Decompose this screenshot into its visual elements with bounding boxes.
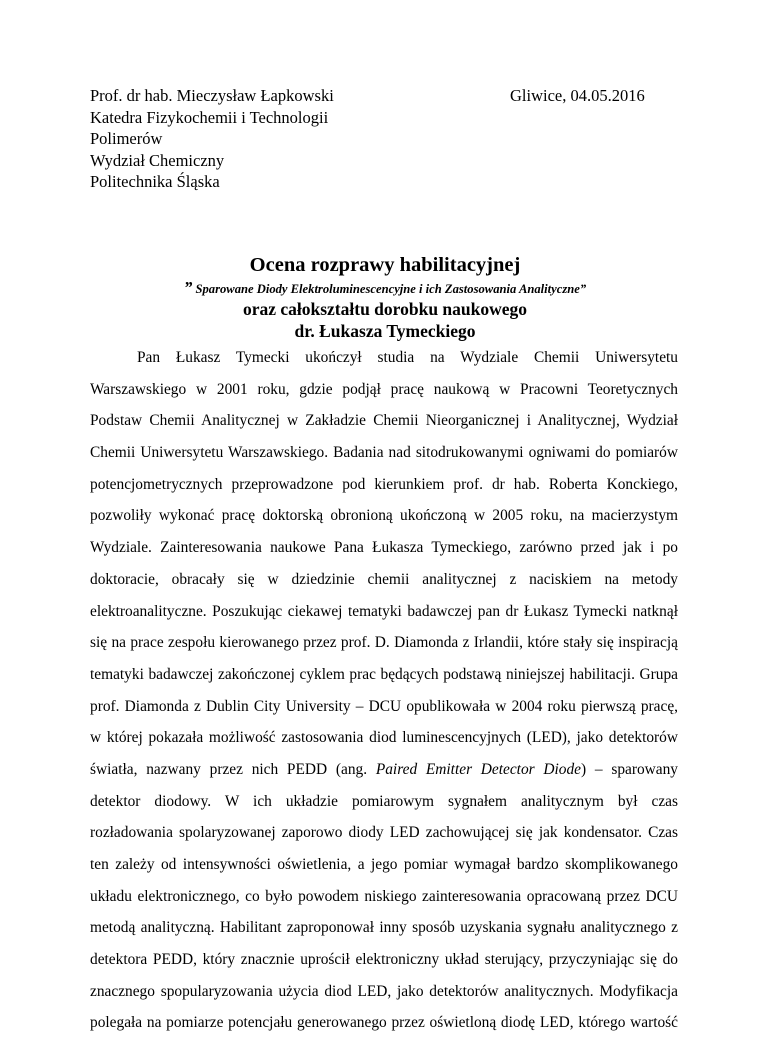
body-line-with-term xyxy=(90,754,678,786)
body-line: detektor diodowy. W ich układzie pomiarowym sygnałem analitycznym był czas xyxy=(90,792,678,810)
body-line: potencjometrycznych przeprowadzone pod kierunkiem prof. dr hab. Roberta Konckiego, xyxy=(90,475,678,493)
body-line: pozwoliły wykonać pracę doktorską obronioną ukończoną w 2005 roku, na macierzystym xyxy=(90,507,678,525)
title-block xyxy=(90,252,680,342)
author-department-cont: Polimerów xyxy=(90,129,163,148)
body-line-text: światła, nazwany przez nich PEDD (ang. xyxy=(90,760,376,778)
italic-term: Paired Emitter Detector Diode xyxy=(375,760,582,778)
open-quote: ” xyxy=(183,278,193,297)
body-line: prof. Diamonda z Dublin City University – DCU opublikowała w 2004 roku pierwszą pracę, xyxy=(90,697,678,715)
body-line: polegała na pomiarze potencjału generowanego przez oświetloną diodę LED, którego wartość xyxy=(90,1014,678,1032)
author-name: Prof. dr hab. Mieczysław Łapkowski xyxy=(90,86,334,105)
body-line: doktoracie, obracały się w dziedzinie chemii analitycznej z naciskiem na metody xyxy=(90,570,678,588)
body-line-text: ) – sparowany xyxy=(581,760,678,778)
body-line: Podstaw Chemii Analitycznej w Zakładzie Chemii Nieorganicznej i Analitycznej, Wydział xyxy=(90,412,678,430)
body-line: Pan Łukasz Tymecki ukończył studia na Wydziale Chemii Uniwersytetu xyxy=(137,349,678,366)
body-line: ten zależy od intensywności oświetlenia, a jego pomiar wymagał bardzo skomplikowanego xyxy=(90,856,678,873)
thesis-title xyxy=(90,279,680,298)
author-faculty: Wydział Chemiczny xyxy=(90,150,225,170)
body-line: Warszawskiego w 2001 roku, gdzie podjął pracę naukową w Pracowni Teoretycznych xyxy=(90,380,678,398)
body-line: w której pokazała możliwość zastosowania diod luminescencyjnych (LED), jako detektorów xyxy=(90,729,678,747)
document-title: Ocena rozprawy habilitacyjnej xyxy=(249,254,521,276)
body-line: znacznego spopularyzowania użycia diod LED, jako detektorów analitycznych. Modyfikacja xyxy=(90,982,678,1000)
body-line: układu elektronicznego, co było powodem niskiego zainteresowania opracowaną przez DCU xyxy=(90,887,678,905)
body-line: Wydziale. Zainteresowania naukowe Pana Łukasza Tymeckiego, zarówno przed jak i po xyxy=(90,539,678,557)
body-line: detektora PEDD, który znacznie uprościł elektroniczny układ sterujący, przyczyniając się do xyxy=(90,951,678,969)
body-line: się na prace zespołu kierowanego przez prof. D. Diamonda z Irlandii, które stały się inspiracją xyxy=(90,634,678,652)
place-date: Gliwice, 04.05.2016 xyxy=(510,86,645,105)
thesis-title-text: Sparowane Diody Elektroluminescencyjne i ich Zastosowania Analityczne” xyxy=(192,282,587,296)
body-line: metodą analityczną. Habilitant zaproponował inny sposób uzyskania sygnału analitycznego z xyxy=(90,919,678,937)
author-university: Politechnika Śląska xyxy=(90,172,220,191)
body-line: elektroanalityczne. Poszukując ciekawej tematyki badawczej pan dr Łukasz Tymecki natknął xyxy=(90,602,678,620)
body-line: rozładowania spolaryzowanej zaporowo diody LED zachowującej się jak kondensator. Czas xyxy=(90,824,678,842)
body-line: Chemii Uniwersytetu Warszawskiego. Badania nad sitodrukowanymi ogniwami do pomiarów xyxy=(90,444,678,462)
body-line: tematyki badawczej zakończonej cyklem prac będących podstawą niniejszej habilitacji. Grupa xyxy=(90,665,678,683)
author-block xyxy=(90,85,334,193)
title-line-2: oraz całokształtu dorobku naukowego xyxy=(242,299,528,319)
review-body xyxy=(90,342,678,1039)
candidate-name: dr. Łukasza Tymeckiego xyxy=(294,321,476,341)
author-department: Katedra Fizykochemii i Technologii xyxy=(90,107,329,127)
